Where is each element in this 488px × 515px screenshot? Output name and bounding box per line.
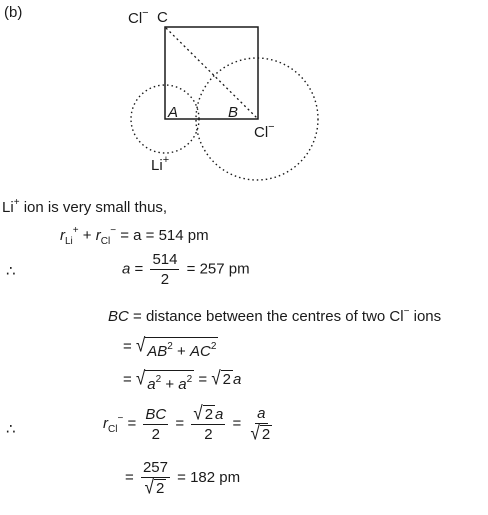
equation-final-result: = 257 √ 2 = 182 pm (125, 459, 241, 499)
unit-cell-diagram (0, 0, 488, 200)
part-label: (b) (4, 4, 23, 21)
sqrt-ab-ac: √ $AB^2 + AC^2$ (135, 334, 217, 360)
sqrt-2: √ 2 (211, 367, 231, 390)
cube-face-square (165, 27, 258, 119)
li-label: Li+ (151, 154, 170, 174)
point-b-label: B (228, 104, 239, 121)
vertex-c-label: C (157, 9, 168, 26)
equation-a-value: a = $\frac{514}{2}$ = 257 pm (122, 251, 250, 288)
therefore-symbol-1: ∴ (6, 263, 16, 280)
equation-bc-root2a: = √ $a^2 + a^2$ = √ 2 a (123, 367, 242, 393)
fraction-514-over-2: $\frac{514}{2}$ (152, 251, 178, 288)
cl-right-label: Cl− (254, 121, 275, 141)
intro-line: Li+ ion is very small thus, (2, 197, 168, 216)
fraction-bc-over-2: $\frac{BC}{2}$ (145, 405, 167, 443)
fraction-257-over-root2: 257 √ 2 (142, 459, 168, 499)
fraction-root2a-over-2: √ 2 a 2 (193, 402, 224, 443)
equation-r-cl: $r_{Cl}^-$ = $\frac{BC}{2}$ = √ 2 a 2 = a √ 2 (103, 405, 277, 443)
cl-top-label: Cl− (128, 7, 149, 27)
fraction-a-over-root2: a √ 2 (250, 405, 271, 445)
equation-bc-pythagoras: = √ $AB^2 + AC^2$ (123, 334, 217, 360)
face-diagonal-bc (166, 28, 257, 118)
sqrt-a2-a2: √ $a^2 + a^2$ (135, 367, 193, 393)
equation-radius-sum: $r_{Li}^+ + r_{Cl}^- = a = 514$ pm (60, 225, 209, 247)
equation-bc-definition: BC = distance between the centres of two Cl− ions (108, 306, 442, 325)
therefore-symbol-2: ∴ (6, 421, 16, 438)
point-a-label: A (168, 104, 179, 121)
